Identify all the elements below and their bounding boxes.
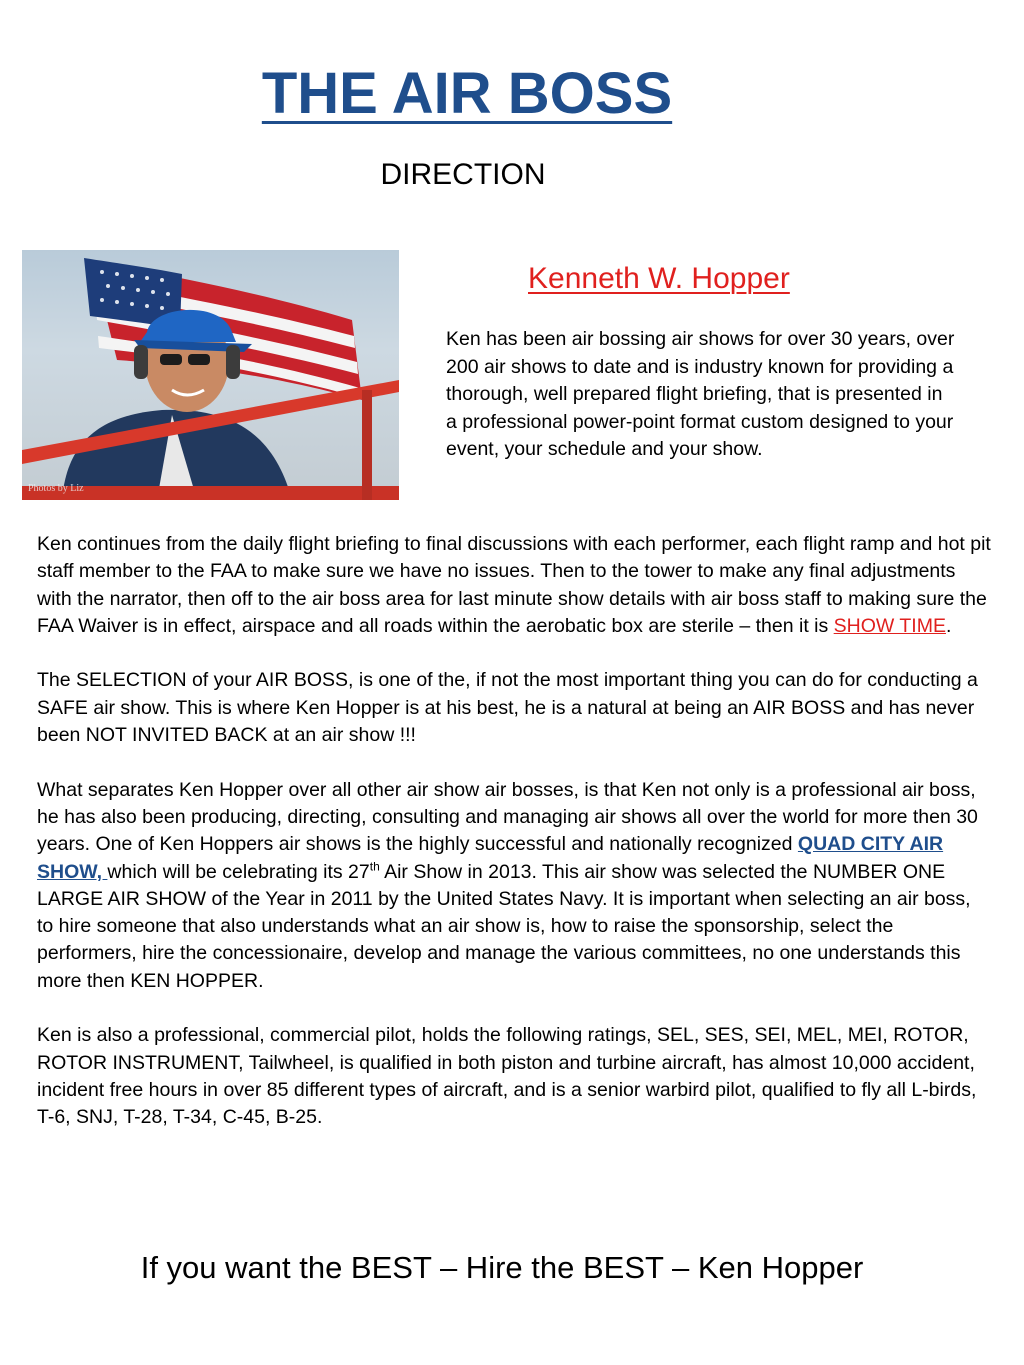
paragraph-show-time [37,531,992,640]
footer-tagline: If you want the BEST – Hire the BEST – Ken Hopper [140,1250,864,1285]
profile-intro: Ken has been air bossing air shows for over 30 years, over 200 air shows to date and is industry known for providing a thorough, well prepared flight briefing, that is presented in a professional power-point format custom designed to your event, your schedule and your show. [446,328,955,460]
page-subtitle: DIRECTION [380,158,546,191]
paragraph-separates [37,777,992,995]
paragraph-text-end: . [945,614,952,637]
show-time-link[interactable]: SHOW TIME [833,614,946,637]
paragraph-ratings: Ken is also a professional, commercial pilot, holds the following ratings, SEL, SES, SEI, MEL, MEI, ROTOR, ROTOR INSTRUMENT, Tailwheel, is qualified in both piston and turbine aircraft, has almost 10,000 accident, incident free hours in over 85 different types of aircraft, and is a senior warbird pilot, qualified to fly all L-birds, T-6, SNJ, T-28, T-34, C-45, B-25. [37,1024,977,1129]
profile-photo [22,250,399,500]
profile-name[interactable]: Kenneth W. Hopper [528,262,790,295]
paragraph-text: Air Show in 2013. This air show was selected the NUMBER ONE LARGE AIR SHOW of the Year in 2011 by the United States Navy. It is important when selecting an air boss, to hire someone that also understands what an air show is, how to raise the sponsorship, select the performers, hire the concessionaire, develop and manage the various committees, no one understands this more then KEN HOPPER. [37,860,971,992]
body-text [37,531,992,1159]
page-title-text: THE AIR BOSS [261,61,673,126]
photo-credit: Photos by Liz [28,483,84,494]
paragraph-text: Ken continues from the daily flight briefing to final discussions with each performer, each flight ramp and hot pit staff member to the FAA to make sure we have no issues. Then to the tower to make any final adjustments with the narrator, then off to the air boss area for last minute show details with air boss staff to making sure the FAA Waiver is in effect, airspace and all roads within the aerobatic box are sterile – then it is [37,533,991,637]
paragraph-text: which will be celebrating its 27 [107,860,370,883]
page-title [0,60,934,127]
paragraph-text: What separates Ken Hopper over all other air show air bosses, is that Ken not only is a professional air boss, he has also been producing, directing, consulting and managing air shows all over the world for more then 30 years. One of Ken Hoppers air shows is the highly successful and nationally recognized [37,778,978,856]
paragraph-selection: The SELECTION of your AIR BOSS, is one of the, if not the most important thing you can do for conducting a SAFE air show. This is where Ken Hopper is at his best, he is a natural at being an AIR BOSS and has never been NOT INVITED BACK at an air show !!! [37,669,978,747]
profile-photo-illustration [22,250,399,500]
quad-city-air-show-link[interactable]: QUAD CITY AIR SHOW, [37,833,944,883]
ordinal-suffix: th [369,859,380,874]
